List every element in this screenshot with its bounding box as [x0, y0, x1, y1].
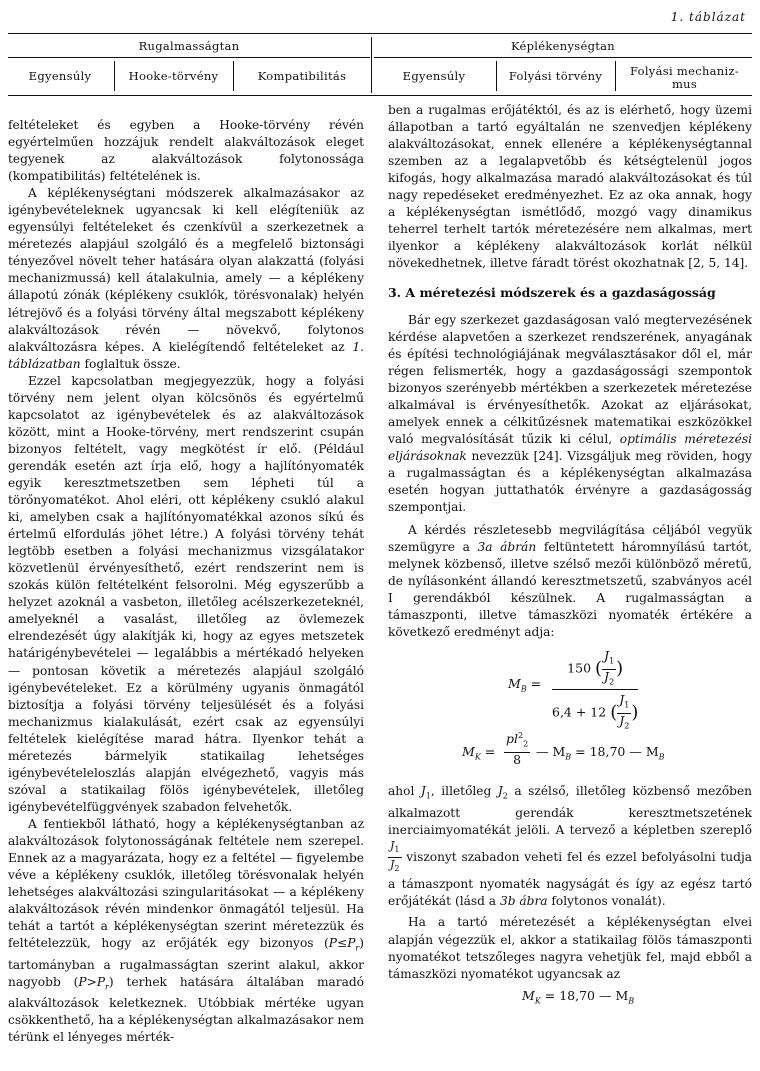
- formula-mb: $M_B$ = 150 ( $\frac{J_1}{J_2}$ ) 6,4 + 12 ( $\frac{J_1}{J_2}$ ): [508, 648, 639, 731]
- table-caption: 1. táblázat: [670, 10, 746, 24]
- paragraph: ahol $J_1$, illetőleg $J_2$ a szélső, illetőleg közbenső mezőben alkalmazott gerendák keresztmetszetének inerciaimyomatékát jelöli. A tervező a képletben szereplő $\frac{J_1}{J_2}$ viszonyt szabadon veheti fel és ezzel befolyásolni tudja a támaszpont nyomaték nagyságát és így az egész tartó erőjátékát (lásd a 3b ábra folytonos vonalát).: [388, 784, 753, 909]
- paragraph: Ezzel kapcsolatban megjegyezzük, hogy a folyási törvény nem jelent olyan kölcsönös és egyértelmű kapcsolatot az igénybevételek és az alakváltozások között, mint a Hooke-törvény, mert rendszerint csupán bizonyos feltételt, vagy megkötést ír elő. (Például gerendák esetén azt írja elő, hogy a hajlítónyomaték egyik keresztmetszetben sem lépheti túl a törőnyomatékot. Ahol eléri, ott képlékeny csukló alakul ki, amelyben csak a hajlítónyomatékkal azonos síkú és értelmű elfordulás jöhet létre.) A folyási törvény tehát legtöbb esetben a folyási mechanizmus vizsgálatakor közvetlenül érvényesíthető, ezért rendszerint nem is szokás külön feltételként felsorolni. Még egyszerűbb a helyzet azoknál a vasbeton, illetőleg acélszerkezeteknél, amelyeknél a vasalást, illetőleg az övlemezek elrendezését úgy alakítják ki, hogy az egyes metszetek határigénybevételei — legalábbis a mértékadó helyeken — pontosan követik a méretezés alapjául szolgáló igénybevételeket. Ez a körülmény ugyanis önmagától biztosítja a folyási törvény teljesülését és a folyási mechanizmus kialakulását, ezért csak az egyensúlyi feltételek kielégítése marad hátra. Ilyenkor tehát a méretezés bármelyik statikailag lehetséges igénybevételeloszlás alapján elvégezhető, vagyis más szóval a statikailag fölös igénybevételek, illetőleg igénybevételfüggvények szabadon felvehetők.: [8, 373, 364, 814]
- table-bottom-rule: [8, 95, 752, 96]
- table-col-header: Kompatibilitás: [257, 69, 347, 83]
- table-col-header: Egyensúly: [28, 69, 92, 83]
- table-col-header: Hooke-törvény: [128, 69, 219, 83]
- table-mid-rule-left: [8, 57, 370, 58]
- table-divider-main: [371, 37, 372, 93]
- table-group-left: Rugalmasságtan: [138, 39, 240, 53]
- paragraph: A kérdés részletesebb megvilágítása céljából vegyük szemügyre a 3a ábrán feltüntetett háromnyílású tartót, melynek közbenső, illetve szélső mezői különböző méretű, de nyílásonként állandó keresztmetszetű, szabványos acél I gerendákból készülnek. A rugalmasságtan a támaszponti, illetve támaszközi nyomaték értékére a következő eredményt adja:: [388, 523, 753, 640]
- formula-mk-2: $M_K = 18,70$ — $M_B$: [522, 987, 635, 1006]
- paragraph: Bár egy szerkezet gazdaságosan való megtervezésének kérdése alapvetően a szerkezet rendszerének, anyagának és építési technológiájának megválasztásakor dől el, már régen felismerték, hogy a gazdaságossági szempontok bizonyos szerényebb mértékben a szerkezetek méretezése alkalmával is érvényesíthetők. Azokat az eljárásokat, amelyek ennek a célkitűzésnek matematikai eszközökkel való megvalósítását tűzik ki célul, optimális méretezési eljárásoknak nevezzük [24]. Vizsgáljuk meg röviden, hogy a rugalmasságtan és a képlékenységtan alkalmazása esetén hogyan juttathatók érvényre a gazdaságosság szempontjai.: [388, 312, 752, 515]
- table-col-header: Folyási mechaniz- mus: [629, 64, 740, 91]
- table-col-header: Egyensúly: [402, 69, 466, 83]
- left-column: [8, 117, 364, 1046]
- table-group-right: Képlékenységtan: [510, 39, 616, 53]
- right-column: [388, 102, 752, 1005]
- table-col-header: Folyási törvény: [508, 69, 603, 83]
- table-divider: [496, 61, 497, 91]
- paragraph: ben a rugalmas erőjátéktól, és az is elérhető, hogy üzemi állapotban a tartó egyáltalán ne szenvedjen képlékeny alakváltozásokat, ennek ellenére a képlékenységtannal szemben az a legalapvetőbb és kétségtelenül jogos kifogás, hogy alkalmazása maradó alakváltozásokat és túl nagy repedéseket eredményezhet. Ez az oka annak, hogy a képlékenységtan ismétlődő, mozgó vagy dinamikus teherrel terhelt tartók méretezésére nem alkalmas, mert ilyenkor a képlékeny alakváltozások korlát nélkül növekedhetnek, illetve fáradt törést okozhatnak [2, 5, 14].: [388, 103, 752, 271]
- section-heading: 3. A méretezési módszerek és a gazdaságosság: [388, 285, 716, 301]
- formula-mk: $M_K$ = $\frac{pl^2_2}{8}$ — $M_B = 18,70$ — $M_B$: [462, 731, 665, 768]
- paragraph: Ha a tartó méretezését a képlékenységtan elvei alapján végezzük el, akkor a statikailag fölös támaszponti nyomatékot tetszőleges nagyra vehetjük fel, majd ebből a támaszközi nyomatékot ugyancsak az: [388, 915, 752, 981]
- paragraph: feltételeket és egyben a Hooke-törvény révén egyértelműen hozzájuk rendelt alakváltozások eleget tegyenek az alakváltozások folytonossága (kompatibilitás) feltételének is.: [8, 118, 364, 184]
- table-mid-rule-right: [374, 57, 752, 58]
- table-divider: [615, 61, 616, 91]
- table-divider: [233, 61, 234, 91]
- paragraph: A képlékenységtani módszerek alkalmazásakor az igénybevételeknek ugyancsak ki kell elégíteniük az egyensúlyi feltételeket és czenkívül a szerkezetnek a méretezés alapjául szolgáló és a megfelelő biztonsági tényezővel növelt teher hatására olyan alakzattá (folyási mechanizmussá) kell átalakulnia, amely — a képlékeny állapotú zónák (képlékeny csuklók, törésvonalak) helyén létrejövő és a folyási törvény által megszabott képlékeny alakváltozások révén — növekvő, folytonos alakváltozásra képes. A kielégítendő feltételeket az 1. táblázatban foglaltuk össze.: [8, 186, 365, 371]
- table-divider: [114, 61, 115, 91]
- paragraph: A fentiekből látható, hogy a képlékenységtanban az alakváltozások folytonosságának feltétele nem szerepel. Ennek az a magyarázata, hogy ez a feltétel — figyelembe véve a képlékeny csuklók, illetőleg törésvonalak helyén lehetséges alakváltozási szingularitásokat — a képlékeny alakváltozások révén mindenkor önmagától teljesül. Ha tehát a tartót a képlékenységtan szerint méretezzük és feltételezzük, hogy az erőjáték egy bizonyos $(P\le P_r)$ tartományban a rugalmasságtan szerint alakul, akkor nagyobb $(P>P_r)$ terhek hatására általában maradó alakváltozások keletkeznek. Utóbbiak mértéke ugyan csökkenthető, ha a képlékenységtan alkalmazásakor nem térünk el lényeges mérték-: [8, 816, 365, 1045]
- table-top-rule: [8, 33, 752, 34]
